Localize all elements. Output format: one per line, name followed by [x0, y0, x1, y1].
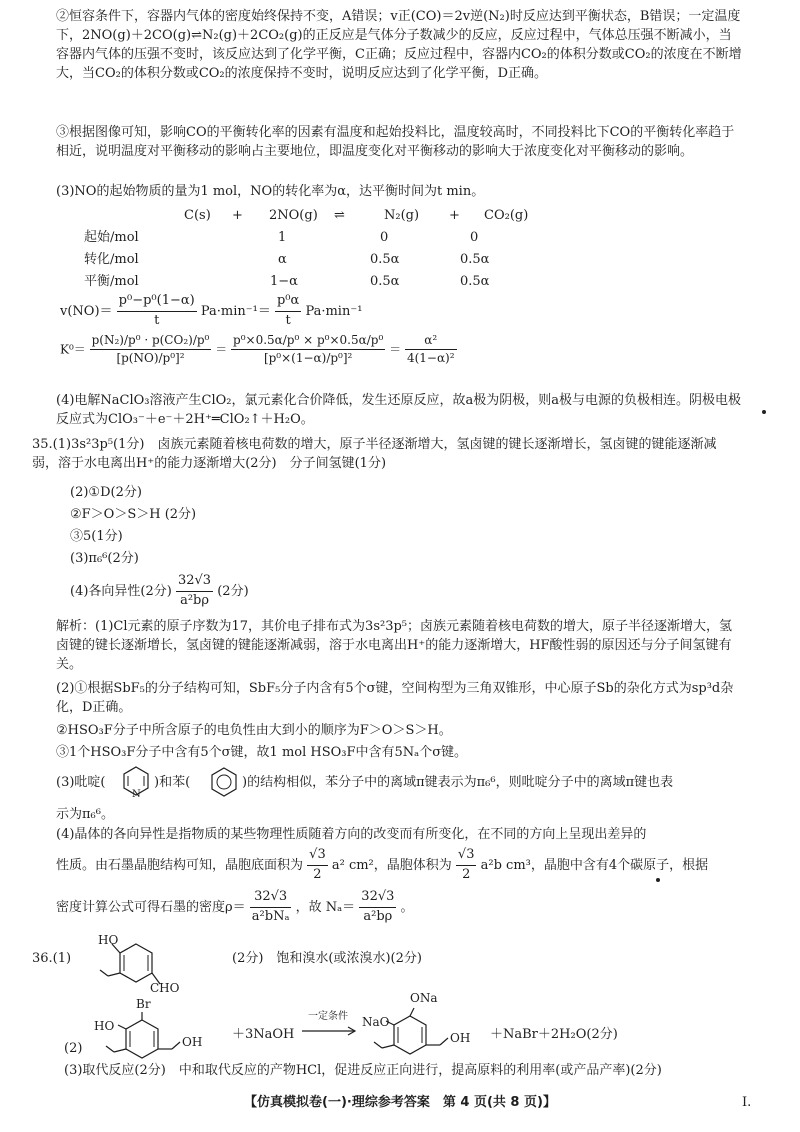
ho-label: HO [98, 933, 119, 947]
table-cell: 0.5α [370, 252, 400, 267]
table-row-change [84, 251, 644, 269]
q35-part4-num: 32√3 [176, 572, 213, 592]
q36-part3: (3)取代反应(2分) 中和取代反应的产物HCl，促进反应正向进行，提高原料的利用率(或产品产率)(2分) [64, 1063, 662, 1078]
k-bot-2: [p⁰×(1−α)/p⁰]² [263, 351, 353, 366]
exp7-b: ，故 Nₐ＝ [295, 899, 356, 915]
explanation-6b [56, 846, 742, 882]
para-graph-analysis: ③根据图像可知，影响CO的平衡转化率的因素有温度和起始投料比，温度较高时，不同投料比下CO的平衡转化率趋于相近，说明温度对平衡移动的影响占主要地位，即温度变化对平衡移动的影响大于浓度变化对平衡移动的影响。 [56, 125, 735, 159]
q35-part4-fraction [176, 572, 213, 611]
table-cell: 1−α [270, 274, 298, 289]
eq-arrow: ⇌ [334, 208, 345, 223]
table-cell: 0 [380, 230, 389, 245]
k-res-den: 4(1−α)² [406, 351, 455, 366]
q35-part4-den: a²bρ [180, 592, 209, 608]
table-cell: 平衡/mol [84, 274, 139, 289]
rate-fraction-1 [117, 292, 197, 331]
q36-part2-reagent: ＋3NaOH [232, 1027, 295, 1042]
q35-part2a: (2)①D(2分) [70, 485, 142, 500]
explanation-6a: (4)晶体的各向异性是指物质的某些物理性质随着方向的改变而有所变化，在不同的方向上呈现出差异的 [56, 827, 647, 842]
table-cell: 0.5α [460, 252, 490, 267]
q35-part4 [70, 572, 742, 611]
k-lhs: K⁰＝ [60, 342, 86, 357]
para-electrolysis: (4)电解NaClO₃溶液产生ClO₂，氯元素化合价降低，发生还原反应，故a极为阴极，则a极与电源的负极相连。阴极电极反应式为ClO₃⁻＋e⁻＋2H⁺═ClO₂↑＋H₂O。 [56, 393, 741, 427]
exp7-frac-2-num: 32√3 [359, 888, 396, 908]
k-top-2: p⁰×0.5α/p⁰ × p⁰×0.5α/p⁰ [231, 332, 385, 350]
k-fraction-2 [231, 332, 385, 368]
q35-part4-text: (4)各向异性(2分) [70, 583, 172, 599]
exp6-frac-1-den: 2 [313, 866, 322, 882]
ho-label-2: HO [94, 1019, 115, 1033]
k-formula: K⁰＝ $\frac{\text{p(N₂)/p⁰ · p(CO₂)/p⁰}}{\text{[p(NO)/p⁰]²}}$ ＝ $\frac{\text{p⁰×0.5α/p⁰ × p⁰×0.5α/p⁰}}{\text{[p⁰×(1−α)/p⁰]²}}$ ＝ $\frac{\text{α²}}{\text{4(1−α)²}}$ [60, 332, 457, 368]
rate-fraction-2 [275, 292, 301, 331]
exp7-frac-1 [250, 888, 292, 927]
rate-num-2: p⁰α [275, 292, 301, 312]
eq-product-n2: N₂(g) [384, 208, 420, 223]
table-cell: 起始/mol [84, 230, 139, 245]
cho-label: CHO [150, 981, 180, 995]
k-fraction-1 [90, 332, 212, 368]
eq-plus-2: + [449, 208, 460, 223]
q35-part2c: ③5(1分) [70, 529, 123, 544]
rate-den-2: t [285, 312, 291, 328]
k-top-1: p(N₂)/p⁰ · p(CO₂)/p⁰ [90, 332, 212, 350]
exp5-a: (3)吡啶( [56, 775, 106, 790]
pyridine-n-label: N [132, 789, 141, 800]
rate-num-1: p⁰−p⁰(1−α) [117, 292, 197, 312]
oh-label-2: OH [450, 1031, 471, 1045]
explanation-1: 解析：(1)Cl元素的原子序数为17，其价电子排布式为3s²3p⁵；卤族元素随着核电荷数的增大，原子半径逐渐增大，氢卤键的键长逐渐增长，氢卤键的键能逐渐减弱，溶于水电离出H⁺的能力逐渐增大，HF酸性弱的原因还与分子间氢键有关。 [56, 619, 733, 672]
explanation-4: ③1个HSO₃F分子中含有5个σ键，故1 mol HSO₃F中含有5Nₐ个σ键。 [56, 745, 468, 760]
table-cell: 0.5α [460, 274, 490, 289]
exp7-frac-1-den: a²bNₐ [251, 908, 290, 924]
exp6-frac-1-num: √3 [307, 846, 328, 866]
para-equilibrium-judgement: ②恒容条件下，容器内气体的密度始终保持不变，A错误；v正(CO)＝2v逆(N₂)时反应达到平衡状态，B错误；一定温度下，2NO(g)＋2CO(g)⇌N₂(g)＋2CO₂(g)的正反应是气体分子数减少的反应，反应过程中，气体总压强不断减小，当容器内气体的压强不变时，该反应达到了化学平衡，C正确；反应过程中，容器内CO₂的体积分数或CO₂的浓度在不断增大，当CO₂的体积分数或CO₂的浓度保持不变时，说明反应达到了化学平衡，D正确。 [56, 9, 742, 81]
rate-den-1: t [154, 312, 160, 328]
exp6-c: a² cm²，晶胞体积为 [331, 857, 452, 873]
exp6-frac-1 [307, 846, 328, 885]
nao-label: NaO [362, 1015, 390, 1029]
exp7-frac-2 [359, 888, 396, 927]
exp6-d: a²b cm³，晶胞中含有4个碳原子，根据 [480, 857, 709, 873]
rate-mid: Pa·min⁻¹＝ [200, 303, 271, 319]
eq-reactant-no: 2NO(g) [269, 208, 318, 223]
speck-mark-2 [656, 878, 660, 882]
exp7-frac-2-den: a²bρ [363, 908, 393, 924]
explanation-5 [56, 764, 742, 804]
q35-part4-score: (2分) [217, 583, 249, 599]
table-row-equilibrium [84, 273, 644, 291]
table-cell: 0 [470, 230, 479, 245]
q36-part1-note: (2分) 饱和溴水(或浓溴水)(2分) [232, 951, 422, 966]
table-row-initial [84, 229, 644, 247]
explanation-3: ②HSO₃F分子中所含原子的电负性由大到小的顺序为F＞O＞S＞H。 [56, 723, 452, 738]
page-footer: 【仿真模拟卷(一)·理综参考答案 第 4 页(共 8 页)】 [244, 1095, 556, 1110]
k-fraction-3 [405, 332, 457, 368]
oh-label: OH [182, 1035, 203, 1049]
table-cell: 1 [278, 230, 287, 245]
exp5-c: )的结构相似，苯分子中的离域π键表示为π₆⁶，则吡啶分子中的离域π键也表 [242, 775, 674, 790]
eq-plus-1: + [232, 208, 243, 223]
exp6-frac-2 [456, 846, 477, 885]
reaction-arrow-icon [302, 1026, 358, 1036]
reaction-equation [84, 207, 644, 225]
table-cell: 转化/mol [84, 252, 139, 267]
k-bot-1: [p(NO)/p⁰]² [116, 351, 185, 366]
page-corner-mark: I. [742, 1095, 752, 1110]
eq-reactant-c: C(s) [184, 208, 211, 223]
ona-label: ONa [410, 991, 438, 1005]
speck-mark [762, 410, 766, 414]
q36-part1-label: 36.(1) [32, 951, 72, 966]
exp6-b: 性质。由石墨晶胞结构可知，晶胞底面积为 [56, 857, 304, 873]
exp7-c: 。 [400, 899, 414, 915]
explanation-2: (2)①根据SbF₅的分子结构可知，SbF₅分子内含有5个σ键，空间构型为三角双锥形，中心原子Sb的杂化方式为sp³d杂化，D正确。 [56, 681, 734, 715]
br-label: Br [136, 997, 151, 1011]
exp7-a: 密度计算公式可得石墨的密度ρ＝ [56, 899, 246, 915]
q36-part2-label: (2) [64, 1041, 83, 1056]
table-cell: 0.5α [370, 274, 400, 289]
reaction-condition: 一定条件 [308, 1011, 348, 1022]
para-q3-intro: (3)NO的起始物质的量为1 mol，NO的转化率为α，达平衡时间为t min。 [56, 184, 485, 199]
explanation-5-tail: 示为π₆⁶。 [56, 807, 114, 822]
exp6-frac-2-den: 2 [462, 866, 471, 882]
k-res-num: α² [405, 332, 457, 350]
exp6-frac-2-num: √3 [456, 846, 477, 866]
exp5-b: )和苯( [154, 775, 191, 790]
rate-formula [60, 292, 362, 331]
exp7-frac-1-num: 32√3 [250, 888, 292, 908]
eq-product-co2: CO₂(g) [484, 208, 529, 223]
rate-lhs: v(NO)＝ [60, 303, 113, 319]
q35-part2b: ②F＞O＞S＞H (2分) [70, 507, 197, 522]
table-cell: α [278, 252, 287, 267]
benzene-structure [208, 765, 240, 801]
q36-part2-products: ＋NaBr＋2H₂O(2分) [490, 1027, 618, 1042]
explanation-7 [56, 888, 742, 924]
rate-unit: Pa·min⁻¹ [305, 303, 363, 319]
q35-part3: (3)π₆⁶(2分) [70, 551, 139, 566]
q35-part1-answer: 35.(1)3s²3p⁵(1分) 卤族元素随着核电荷数的增大，原子半径逐渐增大，氢卤键的键长逐渐增长，氢卤键的键能逐渐减弱，溶于水电离出H⁺的能力逐渐增大(2分) 分子间氢键(1分) [32, 437, 717, 471]
